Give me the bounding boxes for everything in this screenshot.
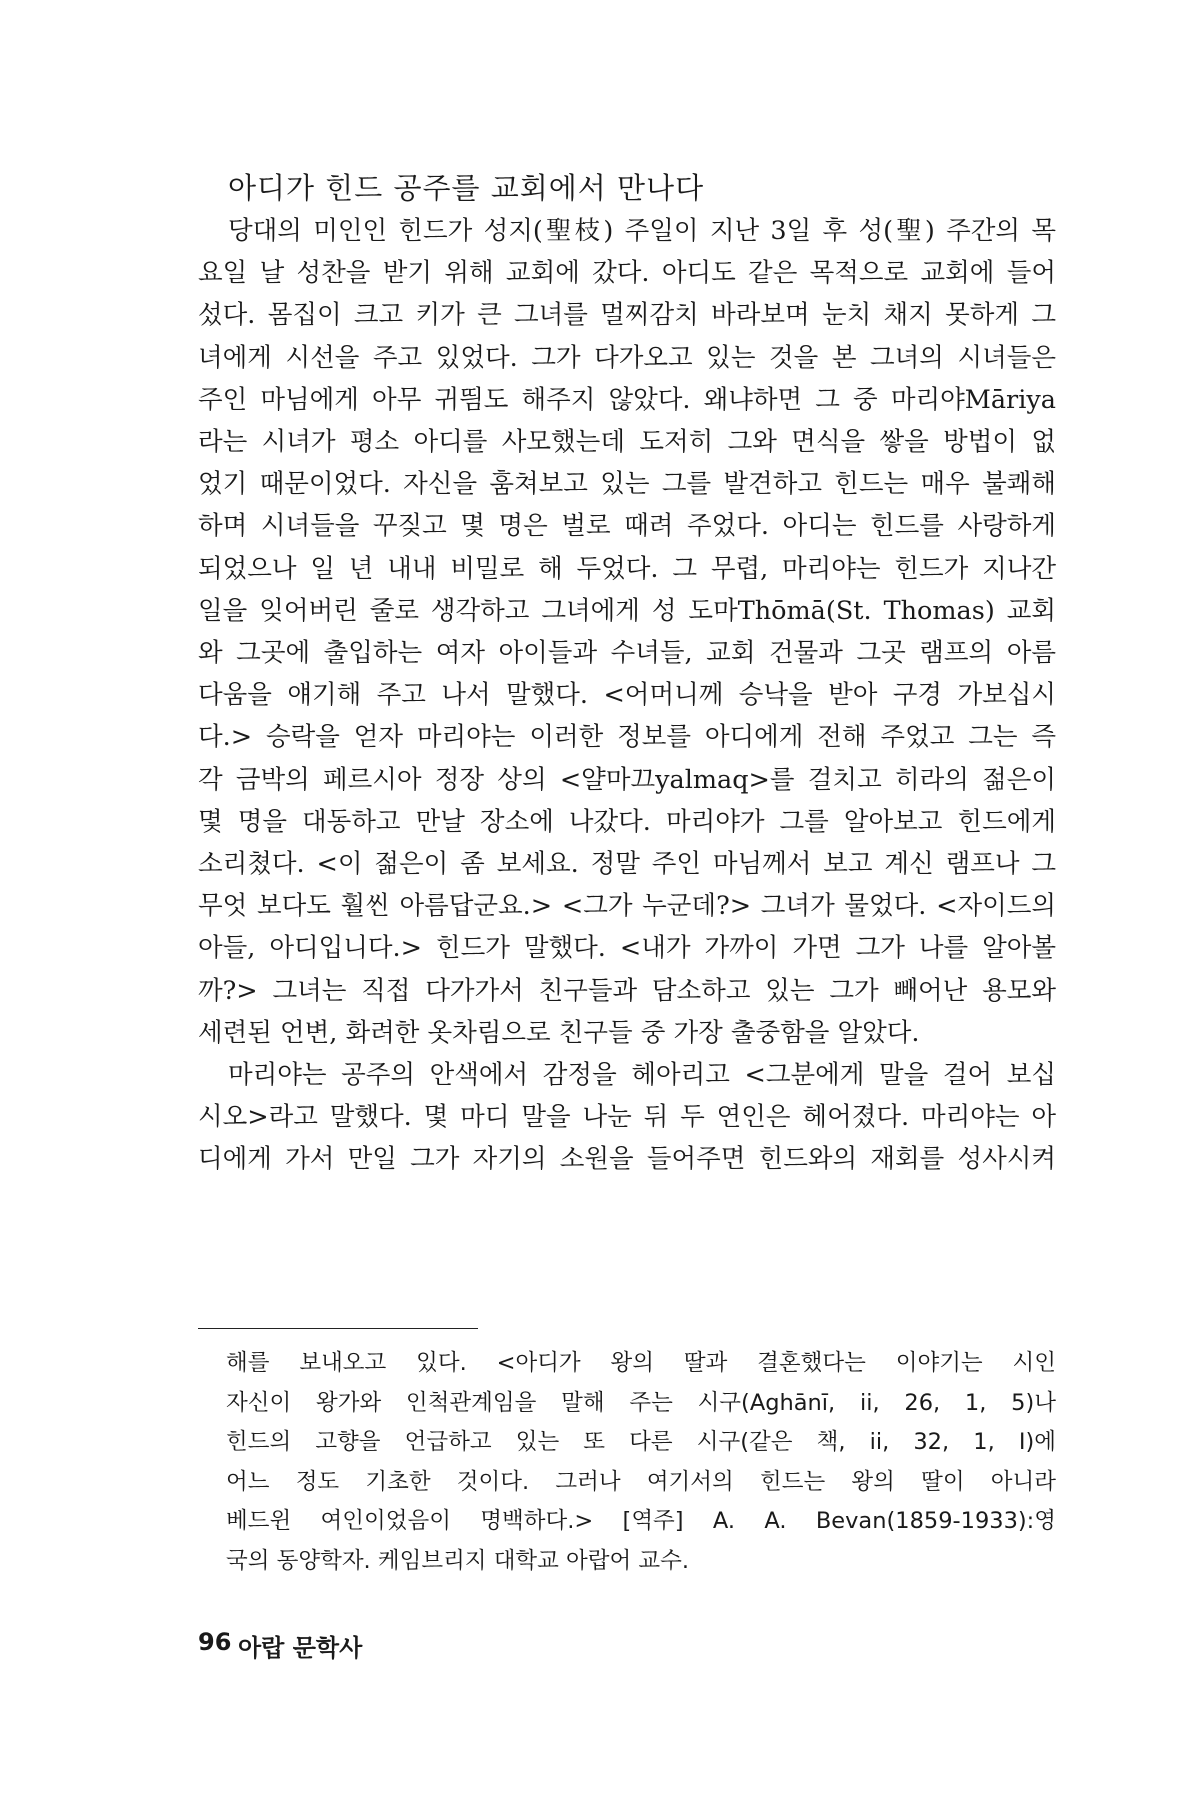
body-line: 각 금박의 페르시아 정장 상의 <얄마끄yalmaq>를 걸치고 히라의 젊은이 <box>198 764 1056 795</box>
footnote-line: 국의 동양학자. 케임브리지 대학교 아랍어 교수. <box>226 1547 690 1574</box>
body-line: 요일 날 성찬을 받기 위해 교회에 갔다. 아디도 같은 목적으로 교회에 들어 <box>198 258 1056 289</box>
body-line: 무엇 보다도 훨씬 아름답군요.> <그가 누군데?> 그녀가 물었다. <자이드의 <box>198 891 1056 922</box>
body-line: 아들, 아디입니다.> 힌드가 말했다. <내가 가까이 가면 그가 나를 알아볼 <box>198 933 1056 964</box>
body-line: 세련된 언변, 화려한 옷차림으로 친구들 중 가장 출중함을 알았다. <box>198 1017 920 1048</box>
body-line: 시오>라고 말했다. 몇 마디 말을 나눈 뒤 두 연인은 헤어졌다. 마리야는 아 <box>198 1102 1056 1133</box>
footnote-line: 자신이 왕가와 인척관계임을 말해 주는 시구(Aghānī, ii, 26, 1, 5)나 <box>226 1389 1056 1416</box>
body-line: 되었으나 일 년 내내 비밀로 해 두었다. 그 무렵, 마리야는 힌드가 지나간 <box>198 553 1056 584</box>
footnote-line: 힌드의 고향을 언급하고 있는 또 다른 시구(같은 책, ii, 32, 1, I)에 <box>226 1429 1056 1456</box>
body-line: 섰다. 몸집이 크고 키가 큰 그녀를 멀찌감치 바라보며 눈치 채지 못하게 그 <box>198 300 1056 331</box>
body-line: 와 그곳에 출입하는 여자 아이들과 수녀들, 교회 건물과 그곳 램프의 아름 <box>198 638 1056 669</box>
body-line: 다움을 얘기해 주고 나서 말했다. <어머니께 승낙을 받아 구경 가보십시 <box>198 680 1056 711</box>
body-line: 주인 마님에게 아무 귀띔도 해주지 않았다. 왜냐하면 그 중 마리야Māriya <box>198 384 1056 415</box>
section-heading: 아디가 힌드 공주를 교회에서 만나다 <box>228 171 705 205</box>
body-line: 었기 때문이었다. 자신을 훔쳐보고 있는 그를 발견하고 힌드는 매우 불쾌해 <box>198 469 1056 500</box>
body-line: 하며 시녀들을 꾸짖고 몇 명은 벌로 때려 주었다. 아디는 힌드를 사랑하게 <box>198 511 1056 542</box>
page-number: 96 <box>198 1628 232 1656</box>
body-line: 소리쳤다. <이 젊은이 좀 보세요. 정말 주인 마님께서 보고 계신 램프나 그 <box>198 849 1056 880</box>
body-line: 까?> 그녀는 직접 다가가서 친구들과 담소하고 있는 그가 빼어난 용모와 <box>198 975 1056 1006</box>
body-line: 디에게 가서 만일 그가 자기의 소원을 들어주면 힌드와의 재회를 성사시켜 <box>198 1144 1056 1175</box>
body-line: 마리야는 공주의 안색에서 감정을 헤아리고 <그분에게 말을 걸어 보십 <box>228 1060 1056 1091</box>
body-text <box>198 210 1056 1181</box>
running-title: 아랍 문학사 <box>238 1634 363 1662</box>
body-line: 일을 잊어버린 줄로 생각하고 그녀에게 성 도마Thōmā(St. Thomas) 교회 <box>198 595 1056 626</box>
body-line: 몇 명을 대동하고 만날 장소에 나갔다. 마리야가 그를 알아보고 힌드에게 <box>198 806 1056 837</box>
body-line: 다.> 승락을 얻자 마리야는 이러한 정보를 아디에게 전해 주었고 그는 즉 <box>198 722 1056 753</box>
footnote-divider <box>198 1328 478 1329</box>
body-line: 당대의 미인인 힌드가 성지(聖枝) 주일이 지난 3일 후 성(聖) 주간의 목 <box>228 216 1056 246</box>
body-line: 녀에게 시선을 주고 있었다. 그가 다가오고 있는 것을 본 그녀의 시녀들은 <box>198 342 1056 373</box>
body-line: 라는 시녀가 평소 아디를 사모했는데 도저히 그와 면식을 쌓을 방법이 없 <box>198 427 1056 458</box>
footnote-line: 베드윈 여인이었음이 명백하다.> [역주] A. A. Bevan(1859-1933):영 <box>226 1508 1056 1535</box>
footnote-line: 해를 보내오고 있다. <아디가 왕의 딸과 결혼했다는 이야기는 시인 <box>226 1350 1056 1376</box>
footnote-line: 어느 정도 기초한 것이다. 그러나 여기서의 힌드는 왕의 딸이 아니라 <box>226 1468 1056 1495</box>
footnote <box>226 1344 1056 1582</box>
